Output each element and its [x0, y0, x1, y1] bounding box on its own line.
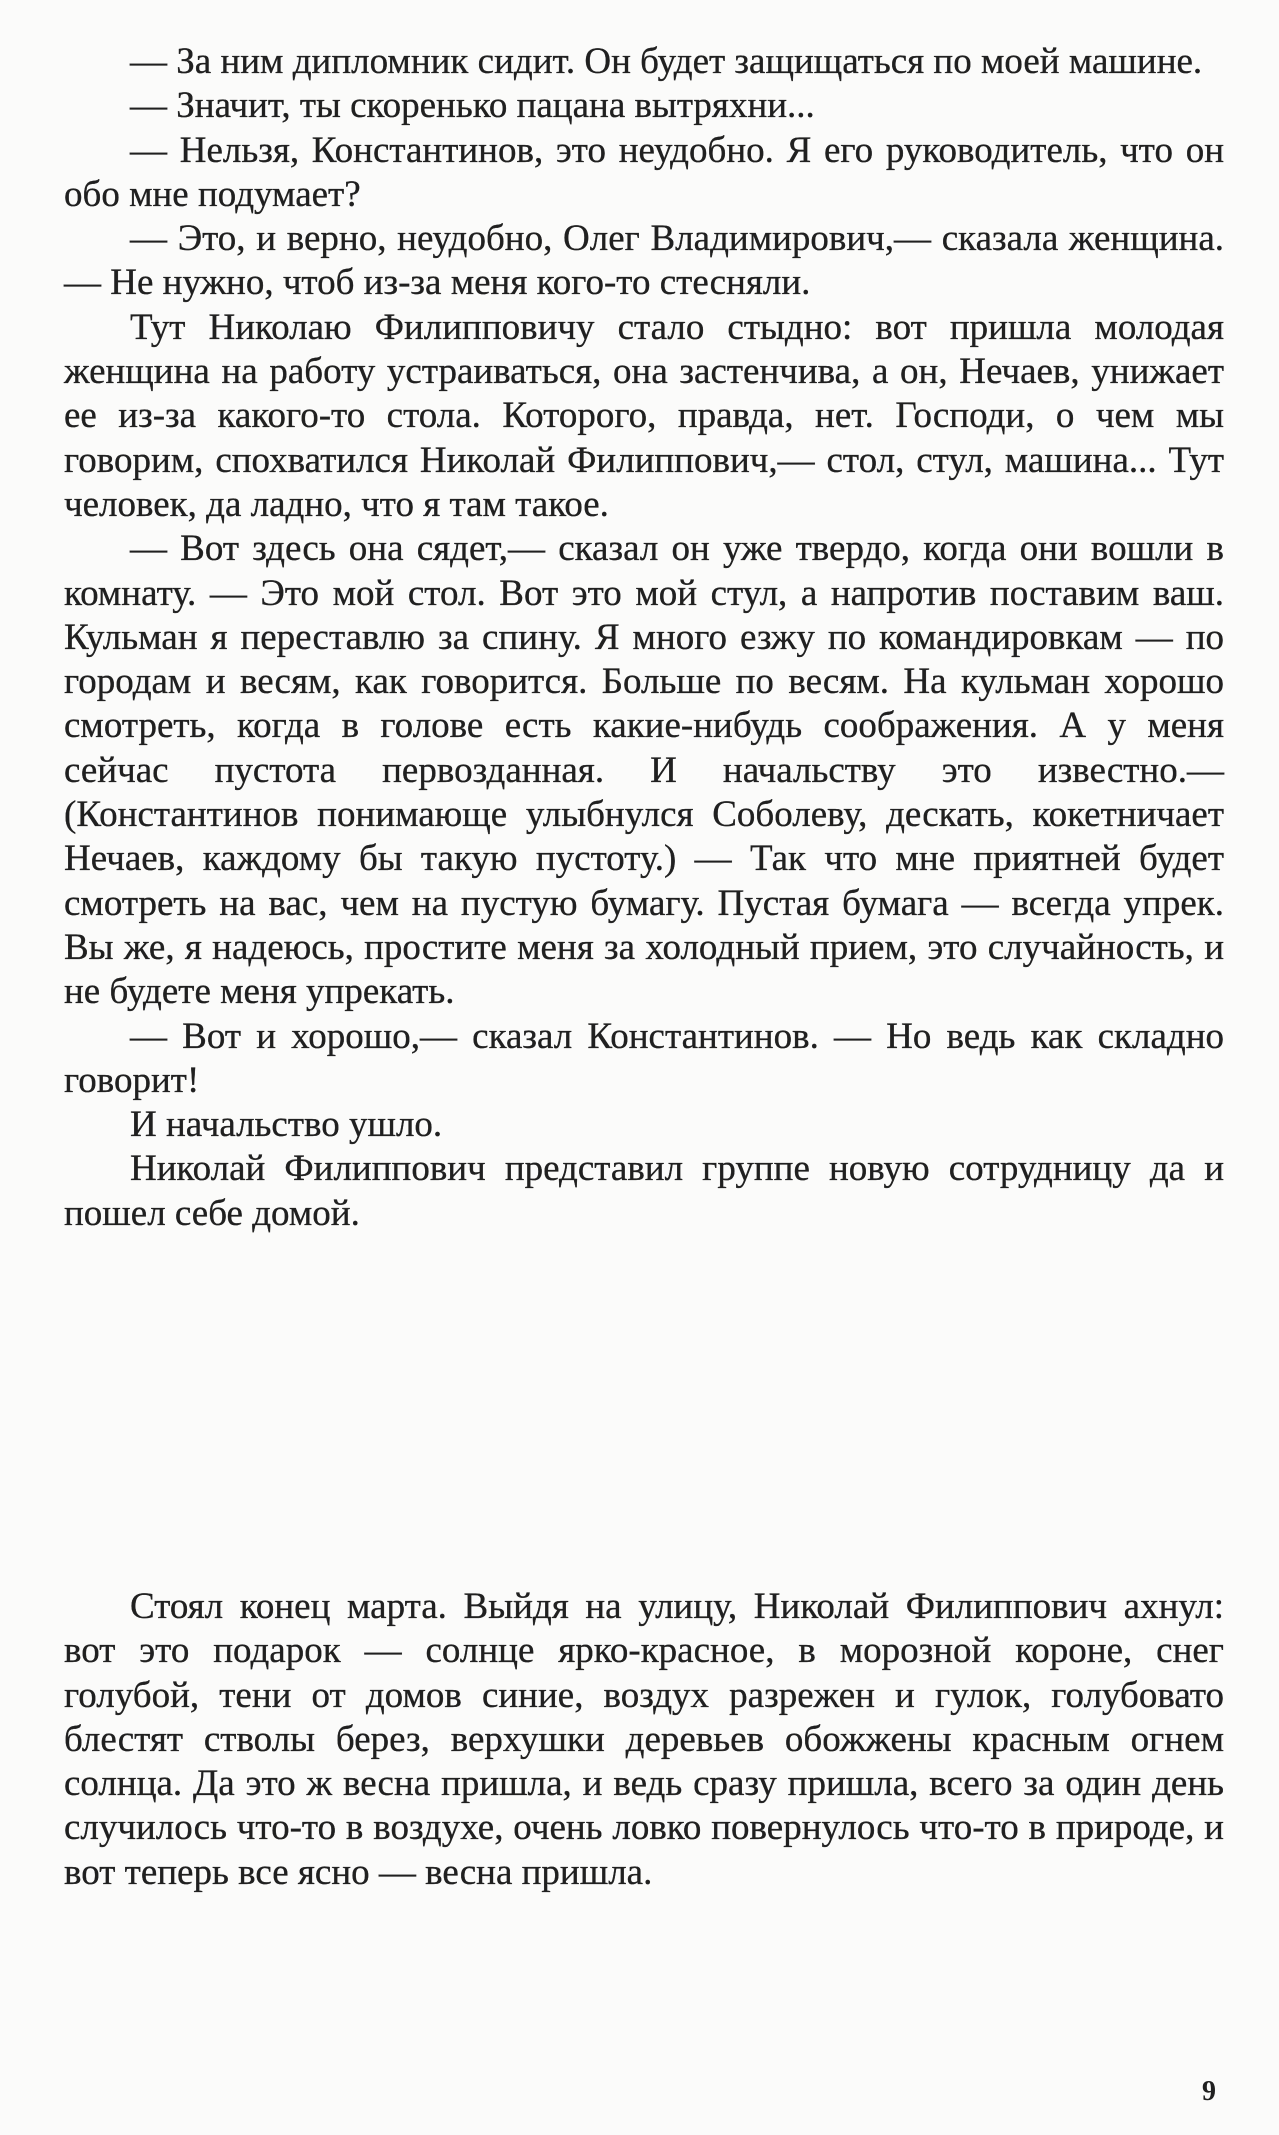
paragraph: Стоял конец марта. Выйдя на улицу, Николай Филиппович ахнул: вот это подарок — солнце ярко-красное, в морозной короне, снег голубой, тени от домов синие, воздух разрежен и гулок, голубовато блестят стволы берез, верхушки деревьев обожжены красным огнем солнца. Да это ж весна пришла, и ведь сразу пришла, всего за один день случилось что-то в воздухе, очень ловко повернулось что-то в природе, и вот теперь все ясно — весна пришла.: [64, 1586, 1224, 1893]
paragraph: — Вот и хорошо,— сказал Константинов. — Но ведь как складно говорит!: [64, 1015, 1224, 1101]
paragraph: — Нельзя, Константинов, это неудобно. Я его руководитель, что он обо мне подумает?: [64, 129, 1224, 215]
paragraph: — Вот здесь она сядет,— сказал он уже твердо, когда они вошли в комнату. — Это мой стол. Вот это мой стул, а напротив поставим ваш. Кульман я переставлю за спину. Я много езжу по командировкам — по городам и весям, как говорится. Больше по весям. На кульман хорошо смотреть, когда в голове есть какие-нибудь соображения. А у меня сейчас пустота первозданная. И начальству это известно.— (Константинов понимающе улыбнулся Соболеву, дескать, кокетничает Нечаев, каждому бы такую пустоту.) — Так что мне приятней будет смотреть на вас, чем на пустую бумагу. Пустая бумага — всегда упрек. Вы же, я надеюсь, простите меня за холодный прием, это случайность, и не будете меня упрекать.: [64, 528, 1224, 1013]
paragraph: Николай Филиппович представил группе новую сотрудницу да и пошел себе домой.: [64, 1148, 1224, 1234]
page-number: 9: [1202, 2076, 1216, 2107]
paragraph: Тут Николаю Филипповичу стало стыдно: вот пришла молодая женщина на работу устраиваться, она застенчива, а он, Нечаев, унижает ее из-за какого-то стола. Которого, правда, нет. Господи, о чем мы говорим, спохватился Николай Филиппович,— стол, стул, машина... Тут человек, да ладно, что я там такое.: [64, 306, 1224, 525]
paragraph: — За ним дипломник сидит. Он будет защищаться по моей машине.: [130, 41, 1203, 82]
paragraph: — Это, и верно, неудобно, Олег Владимирович,— сказала женщина. — Не нужно, чтоб из-за меня кого-то стесняли.: [64, 218, 1224, 304]
text-section-2: [64, 1585, 1224, 1895]
paragraph: И начальство ушло.: [130, 1104, 443, 1146]
text-section-1: [64, 40, 1224, 1236]
paragraph: — Значит, ты скоренько пацана вытряхни...: [130, 85, 815, 127]
